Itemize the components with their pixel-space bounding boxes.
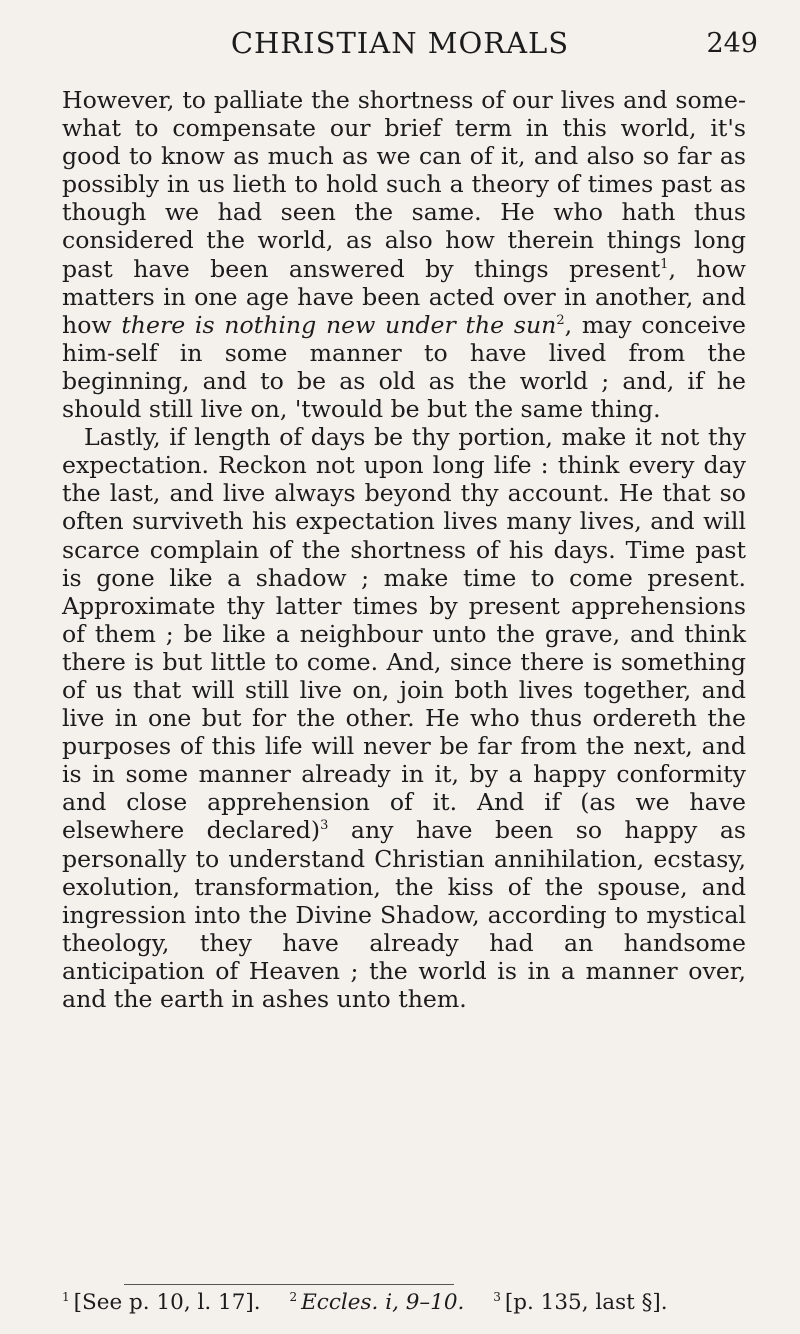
footnote-text: [See p. 10, l. 17].	[73, 1290, 261, 1315]
footnote-rule	[124, 1284, 454, 1285]
paragraph-text: , may conceive him-self in some manner to have lived from the beginning, and to be as old as the world ; and, if he should still live on, 'twould be but the same thing.	[62, 310, 746, 424]
paragraph	[62, 86, 746, 423]
running-title: CHRISTIAN MORALS	[230, 26, 570, 60]
paragraph-text: However, to palliate the shortness of our lives and some-what to compensate our brief term in this world, it's good to know as much as we can of it, and also so far as possibly in us lieth to hold such a theory of times past as though we had seen the same. He who hath thus considered the world, as also how therein things long past have been answered by things present	[62, 86, 746, 283]
footnote	[62, 1290, 261, 1315]
footnote	[493, 1290, 667, 1315]
paragraph-text: Lastly, if length of days be thy portion, make it not thy expectation. Reckon not upon long life : think every day the last, and live always beyond thy account. He that so often surviveth his expectation lives many lives, and will scarce complain of the shortness of his days. Time past is gone like a shadow ; make time to come present. Approximate thy latter times by present apprehensions of them ; be like a neighbour unto the grave, and think there is but little to come. And, since there is something of us that will still live on, join both lives together, and live in one but for the other. He who thus ordereth the purposes of this life will never be far from the next, and is in some manner already in it, by a happy conformity and close apprehension of it. And if (as we have elsewhere declared)	[62, 423, 746, 845]
footnote-text: Eccles. i, 9–10.	[301, 1290, 465, 1315]
paragraph-text: any have been so happy as personally to understand Christian annihilation, ecstasy, exolution, transformation, the kiss of the spouse, and ingression into the Divine Shadow, according to mystical theology, they have already had an handsome anticipation of Heaven ; the world is in a manner over, and the earth in ashes unto them.	[62, 816, 746, 1013]
footnote-ref: 1	[660, 256, 669, 272]
footnote-ref: 3	[320, 818, 329, 834]
footnote-mark: 2	[289, 1289, 298, 1304]
footnote	[289, 1290, 464, 1315]
paragraph	[62, 423, 746, 1013]
footnote-text: [p. 135, last §].	[504, 1290, 668, 1315]
footnote-mark: 1	[62, 1289, 70, 1304]
footnotes	[62, 1290, 752, 1315]
running-head	[0, 26, 800, 66]
page-number: 249	[706, 28, 758, 59]
paragraph-text: , how matters in one age have been acted over in another, and how	[62, 254, 746, 339]
footnote-ref: 2	[556, 312, 565, 328]
footnote-mark: 3	[493, 1289, 501, 1304]
body-text	[62, 86, 746, 1013]
scripture-quote: there is nothing new under the sun	[121, 310, 557, 339]
